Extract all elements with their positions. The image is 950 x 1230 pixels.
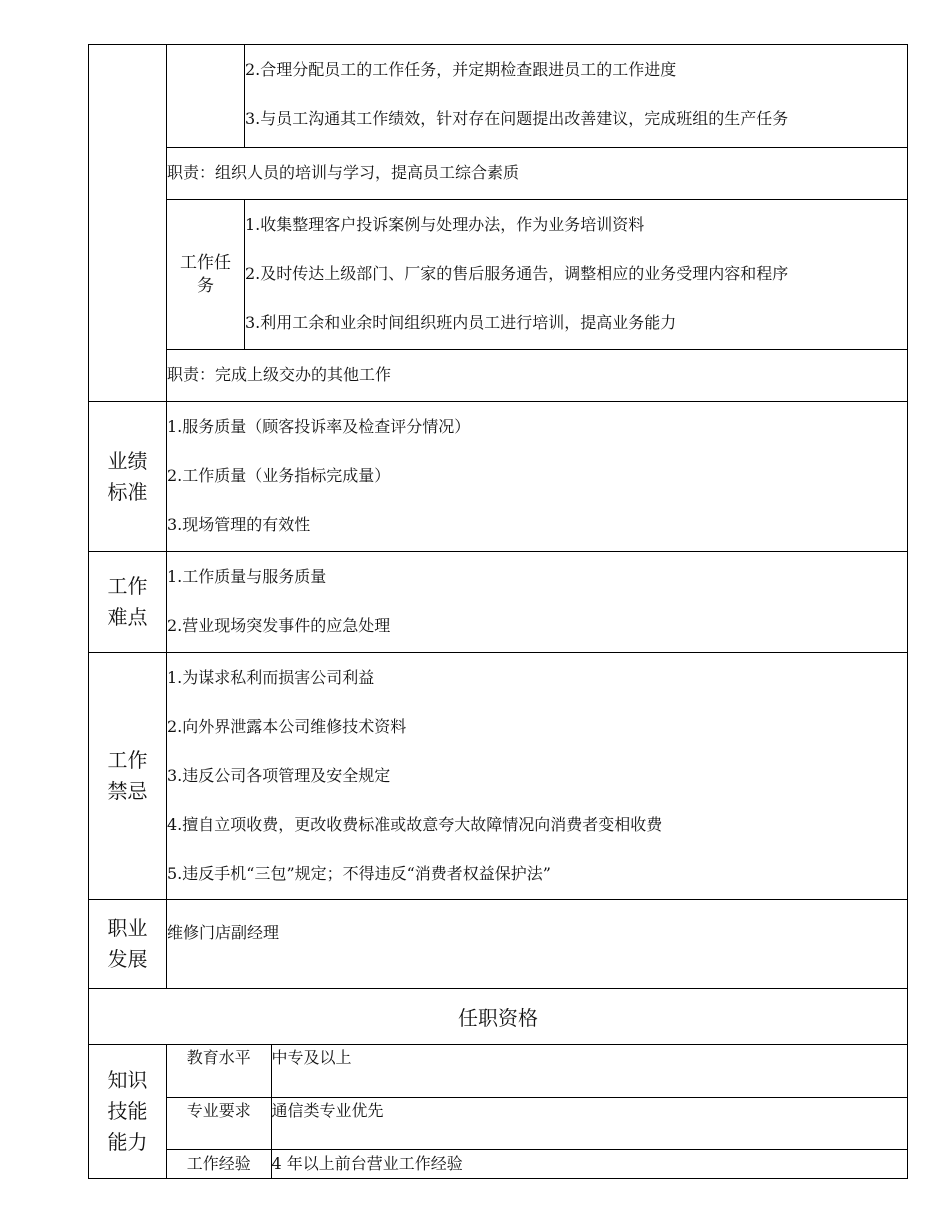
job-description-sheet [88, 44, 907, 1179]
qualification-label-education: 教育水平 [167, 1045, 271, 1097]
qualification-value-education: 中专及以上 [271, 1045, 907, 1097]
duty-training-cell [167, 148, 908, 200]
difficulties-label [89, 552, 167, 653]
prohibitions-label-text: 工作禁忌 [107, 748, 148, 803]
qualifications-subtable [167, 1045, 907, 1178]
prohibitions-item: 5.违反手机“三包”规定；不得违反“消费者权益保护法” [167, 864, 551, 883]
task-group-2-label-text: 工作任务 [180, 252, 231, 296]
duty-other-text: 职责：完成上级交办的其他工作 [167, 365, 392, 384]
career-label [89, 900, 167, 989]
performance-label-text: 业绩标准 [107, 448, 148, 504]
task-group-1-item: 2.合理分配员工的工作任务，并定期检查跟进员工的工作进度 [245, 60, 677, 79]
difficulties-item: 2.营业现场突发事件的应急处理 [167, 616, 391, 635]
performance-item: 1.服务质量（顾客投诉率及检查评分情况） [167, 417, 471, 436]
career-value-cell [167, 900, 908, 989]
qualification-label-major: 专业要求 [167, 1097, 271, 1149]
difficulties-list [167, 552, 908, 653]
task-group-2-item: 1.收集整理客户投诉案例与处理办法，作为业务培训资料 [245, 215, 645, 234]
task-group-2-item: 3.利用工余和业余时间组织班内员工进行培训，提高业务能力 [245, 313, 677, 332]
qualifications-title: 任职资格 [458, 1006, 538, 1030]
qualifications-label-text: 知识技能能力 [107, 1067, 148, 1154]
qualifications-title-cell [89, 989, 908, 1045]
task-group-1-label-cell [167, 45, 245, 148]
career-value: 维修门店副经理 [167, 923, 280, 942]
task-group-2-list [245, 200, 908, 350]
top-label-cell [89, 45, 167, 402]
performance-label [89, 402, 167, 552]
career-label-text: 职业发展 [107, 916, 148, 971]
prohibitions-label [89, 653, 167, 900]
task-group-2-label [167, 200, 245, 350]
difficulties-label-text: 工作难点 [107, 574, 148, 629]
prohibitions-item: 3.违反公司各项管理及安全规定 [167, 766, 391, 785]
qualification-value-experience: 4 年以上前台营业工作经验 [271, 1149, 907, 1178]
prohibitions-item: 4.擅自立项收费，更改收费标准或故意夸大故障情况向消费者变相收费 [167, 815, 663, 834]
prohibitions-item: 1.为谋求私利而损害公司利益 [167, 668, 375, 687]
prohibitions-item: 2.向外界泄露本公司维修技术资料 [167, 717, 407, 736]
performance-list [167, 402, 908, 552]
performance-item: 2.工作质量（业务指标完成量） [167, 466, 391, 485]
qualifications-label [89, 1045, 167, 1179]
task-group-1-list [245, 45, 908, 148]
prohibitions-list [167, 653, 908, 900]
performance-item: 3.现场管理的有效性 [167, 515, 311, 534]
task-group-2-item: 2.及时传达上级部门、厂家的售后服务通告，调整相应的业务受理内容和程序 [245, 264, 789, 283]
qualifications-detail-cell [167, 1045, 908, 1179]
duty-other-cell [167, 350, 908, 402]
duty-training-text: 职责：组织人员的培训与学习，提高员工综合素质 [167, 163, 520, 182]
difficulties-item: 1.工作质量与服务质量 [167, 567, 327, 586]
task-group-1-item: 3.与员工沟通其工作绩效，针对存在问题提出改善建议，完成班组的生产任务 [245, 109, 789, 128]
job-description-table [88, 44, 908, 1179]
qualification-label-experience: 工作经验 [167, 1149, 271, 1178]
qualification-value-major: 通信类专业优先 [271, 1097, 907, 1149]
